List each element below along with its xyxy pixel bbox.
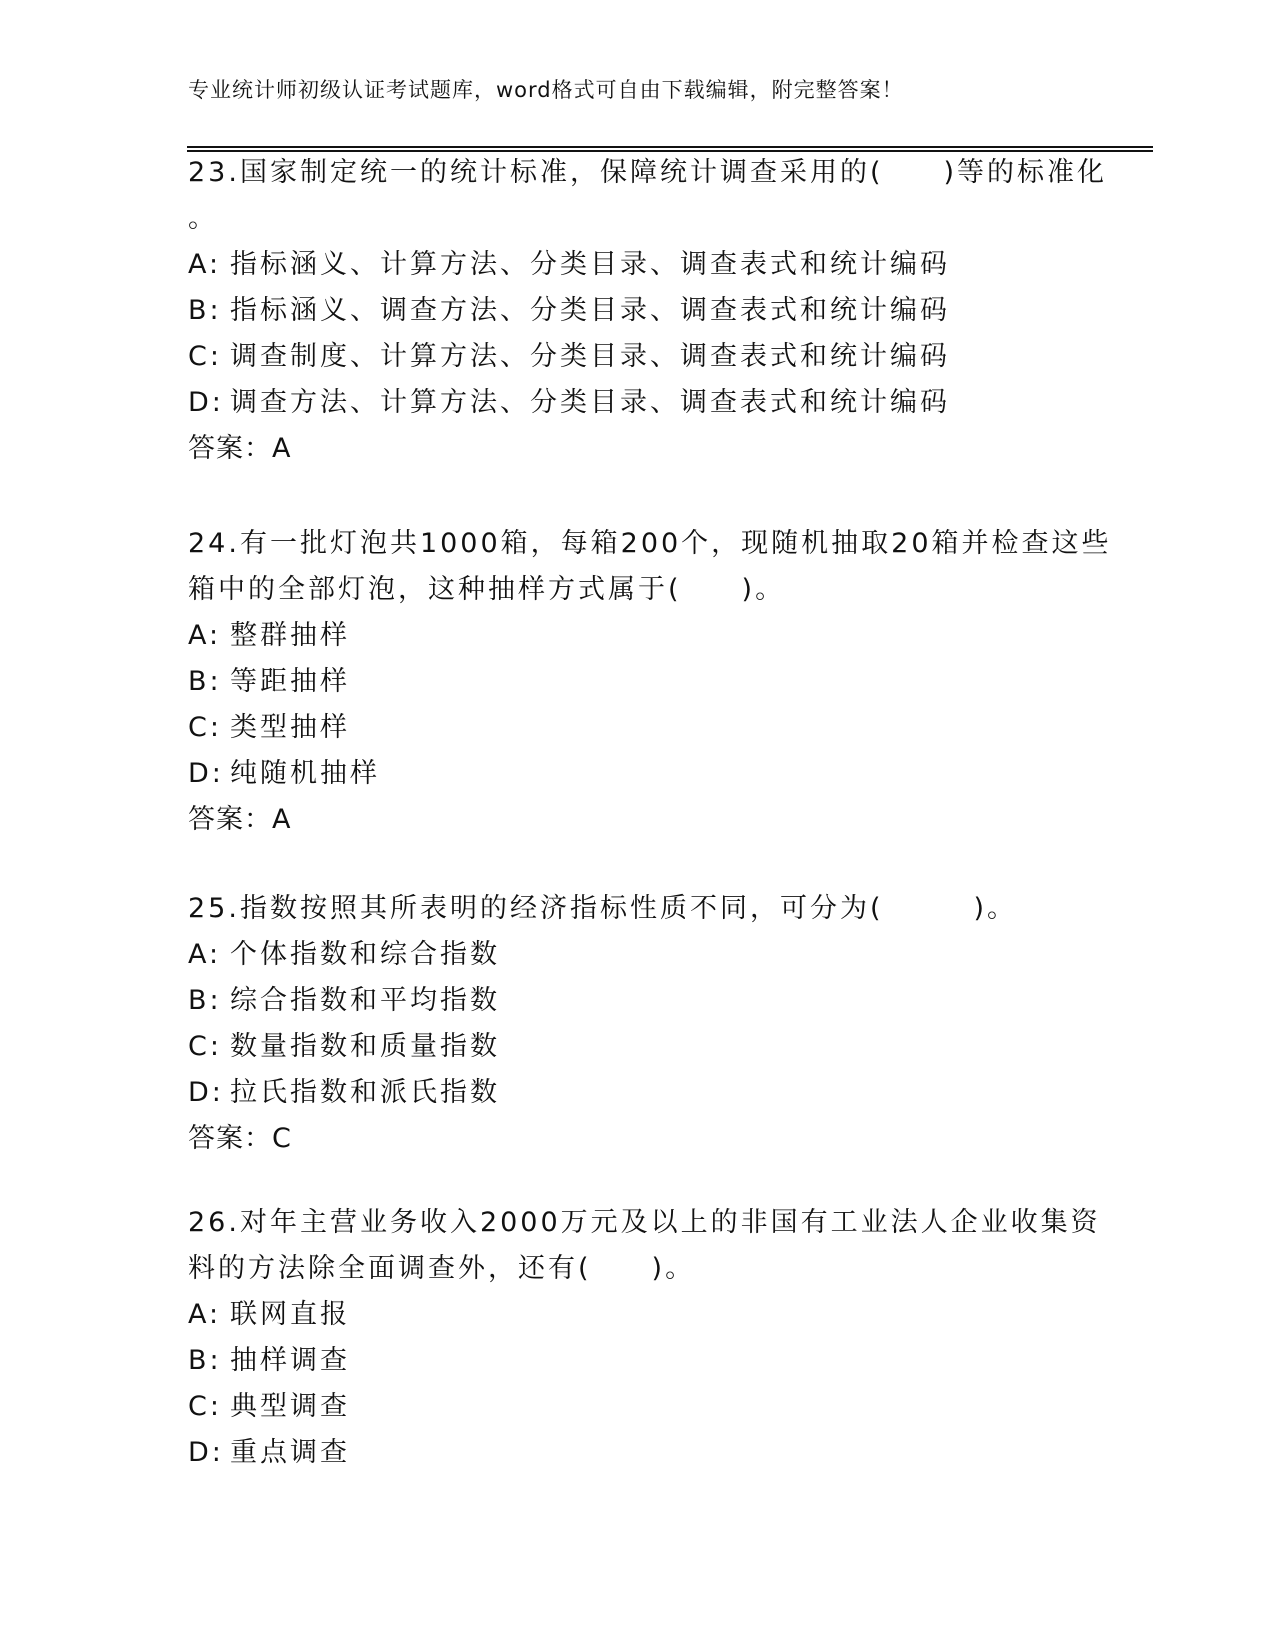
option-b <box>188 978 1088 1024</box>
option-key: A: <box>188 939 222 970</box>
option-text: 纯随机抽样 <box>230 758 380 789</box>
option-b <box>188 288 1088 334</box>
option-text: 联网直报 <box>230 1299 350 1330</box>
option-b <box>188 659 1088 705</box>
option-key: D: <box>188 758 224 789</box>
option-text: 指标涵义、计算方法、分类目录、调查表式和统计编码 <box>230 249 950 280</box>
option-text: 调查制度、计算方法、分类目录、调查表式和统计编码 <box>230 341 950 372</box>
option-key: C: <box>188 712 222 743</box>
option-text: 整群抽样 <box>230 620 350 651</box>
option-text: 指标涵义、调查方法、分类目录、调查表式和统计编码 <box>230 295 950 326</box>
option-key: A: <box>188 1299 222 1330</box>
option-key: A: <box>188 620 222 651</box>
option-text: 抽样调查 <box>230 1345 350 1376</box>
option-a <box>188 242 1088 288</box>
question-23 <box>188 150 1108 472</box>
option-text: 等距抽样 <box>230 666 350 697</box>
option-text: 数量指数和质量指数 <box>230 1031 500 1062</box>
option-text: 典型调查 <box>230 1391 350 1422</box>
option-c <box>188 334 1088 380</box>
option-d <box>188 380 1088 426</box>
answer: 答案：C <box>188 1123 292 1154</box>
question-26 <box>188 1200 1101 1476</box>
option-text: 调查方法、计算方法、分类目录、调查表式和统计编码 <box>230 387 950 418</box>
question-text-line: 。 <box>188 203 218 234</box>
option-c <box>188 705 1088 751</box>
page-header: 专业统计师初级认证考试题库，word格式可自由下载编辑，附完整答案！ <box>188 78 904 102</box>
question-text-line: 26.对年主营业务收入2000万元及以上的非国有工业法人企业收集资 <box>188 1207 1101 1238</box>
question-text-line: 箱中的全部灯泡，这种抽样方式属于( )。 <box>188 574 786 605</box>
option-text: 综合指数和平均指数 <box>230 985 500 1016</box>
option-b <box>188 1338 1088 1384</box>
option-key: C: <box>188 1031 222 1062</box>
question-text-line: 25.指数按照其所表明的经济指标性质不同，可分为( )。 <box>188 893 1018 924</box>
option-key: D: <box>188 1437 224 1468</box>
question-text-line: 料的方法除全面调查外，还有( )。 <box>188 1253 696 1284</box>
option-c <box>188 1384 1088 1430</box>
option-d <box>188 1430 1088 1476</box>
option-a <box>188 1292 1088 1338</box>
option-text: 拉氏指数和派氏指数 <box>230 1077 500 1108</box>
option-key: B: <box>188 1345 222 1376</box>
option-d <box>188 751 1088 797</box>
option-key: C: <box>188 1391 222 1422</box>
option-key: A: <box>188 249 222 280</box>
option-key: B: <box>188 985 222 1016</box>
option-text: 重点调查 <box>230 1437 350 1468</box>
answer: 答案：A <box>188 433 292 464</box>
option-text: 类型抽样 <box>230 712 350 743</box>
question-25 <box>188 886 1088 1162</box>
option-key: B: <box>188 666 222 697</box>
question-24 <box>188 521 1112 843</box>
answer: 答案：A <box>188 804 292 835</box>
option-key: D: <box>188 1077 224 1108</box>
option-key: D: <box>188 387 224 418</box>
option-c <box>188 1024 1088 1070</box>
question-text-line: 24.有一批灯泡共1000箱，每箱200个，现随机抽取20箱并检查这些 <box>188 528 1112 559</box>
option-key: B: <box>188 295 222 326</box>
option-d <box>188 1070 1088 1116</box>
option-a <box>188 932 1088 978</box>
question-text-line: 23.国家制定统一的统计标准，保障统计调查采用的( )等的标准化 <box>188 157 1108 188</box>
option-a <box>188 613 1088 659</box>
option-text: 个体指数和综合指数 <box>230 939 500 970</box>
option-key: C: <box>188 341 222 372</box>
